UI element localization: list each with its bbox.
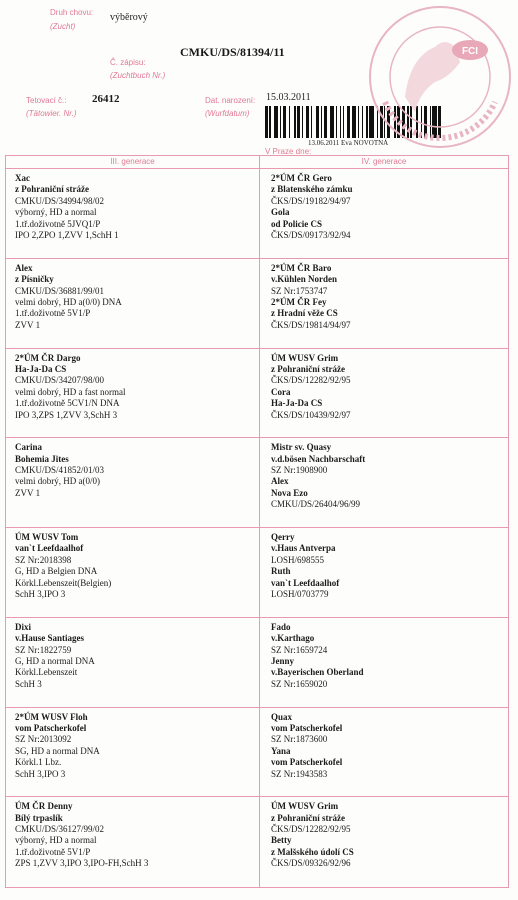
dog-name-line: od Policie CS bbox=[271, 218, 322, 229]
dog-name-line: v.Haus Antverpa bbox=[271, 543, 336, 554]
dog-info-line: SG, HD a normal DNA bbox=[15, 745, 100, 756]
dog-info-line: Körkl.Lebenszeit(Belgien) bbox=[15, 577, 112, 588]
dog-name-line: Qerry bbox=[271, 532, 295, 542]
dog-info-line: 1.tř.doživotně 5V1/P bbox=[15, 846, 91, 857]
dog-info-line: velmi dobrý, HD a(0/0) DNA bbox=[15, 296, 122, 307]
dog-info-line: SZ Nr:1873600 bbox=[271, 734, 328, 745]
dog-info-line: G, HD a normal DNA bbox=[15, 655, 95, 666]
gen4-cell bbox=[260, 708, 508, 797]
praze-label: V Praze dne: bbox=[265, 147, 312, 156]
dog-name-line: Cora bbox=[271, 386, 291, 397]
pedigree-row bbox=[6, 259, 508, 349]
dog-name-line: 2*ÚM ČR Dargo bbox=[15, 352, 81, 363]
dog-name-line: Jenny bbox=[271, 655, 295, 666]
dog-name-line: Carina bbox=[15, 442, 42, 453]
dog-name-line: Yana bbox=[271, 745, 291, 756]
tetovaci-label bbox=[26, 96, 77, 118]
dog-name-line: Alex bbox=[15, 262, 33, 273]
dog-name-line: z Pohraniční stráže bbox=[271, 812, 345, 823]
dog-name-line: 2*ÚM ČR Fey bbox=[271, 296, 327, 307]
dog-name-line: v.Hause Santiages bbox=[15, 633, 85, 644]
dog-name-line: Ha-Ja-Da CS bbox=[271, 398, 323, 409]
zapis-label bbox=[110, 58, 165, 80]
dog-info-line: SZ Nr:1908900 bbox=[271, 465, 328, 476]
dog-name-line: z Hradní věže CS bbox=[271, 308, 338, 319]
gen4-header: IV. generace bbox=[260, 156, 508, 169]
dog-info-line: ZPS 1,ZVV 3,IPO 3,IPO-FH,SchH 3 bbox=[15, 858, 149, 869]
druh-value: výběrový bbox=[110, 12, 148, 23]
narozeni-label-de: (Wurfdatum) bbox=[205, 109, 250, 118]
gen4-cell bbox=[260, 349, 508, 438]
dog-name-line: Bílý trpaslík bbox=[15, 812, 63, 823]
dog-info-line: ZVV 1 bbox=[15, 319, 41, 330]
dog-info-line: 1.tř.doživotně 5JVQ1/P bbox=[15, 218, 101, 229]
dog-name-line: z Blatenského zámku bbox=[271, 184, 353, 195]
dog-name-line: Gola bbox=[271, 207, 290, 218]
dog-name-line: vom Patscherkofel bbox=[271, 722, 343, 733]
dog-info-line: SZ Nr:2018398 bbox=[15, 554, 72, 565]
dog-name-line: Quax bbox=[271, 711, 293, 722]
pedigree-row bbox=[6, 618, 508, 708]
dog-info-line: CMKU/DS/34207/98/00 bbox=[15, 375, 105, 386]
dog-name-line: 2*ÚM WUSV Floh bbox=[15, 711, 88, 722]
dog-name-line: Xac bbox=[15, 173, 30, 183]
gen3-cell bbox=[6, 708, 259, 797]
dog-info-line: SZ Nr:1659724 bbox=[271, 644, 328, 655]
dog-info-line: ČKS/DS/10439/92/97 bbox=[271, 409, 351, 420]
tetovaci-label-de: (Tätowier. Nr.) bbox=[26, 109, 77, 118]
dog-info-line: ČKS/DS/09173/92/94 bbox=[271, 230, 351, 241]
dog-name-line: 2*ÚM ČR Baro bbox=[271, 262, 332, 273]
dog-info-line: velmi dobrý, HD a fast normal bbox=[15, 386, 126, 397]
zapis-label-cz: Č. zápisu: bbox=[110, 58, 146, 67]
dog-info-line: výborný, HD a normal bbox=[15, 835, 97, 846]
dog-name-line: Ruth bbox=[271, 566, 291, 577]
dog-name-line: z Pohraniční stráže bbox=[271, 363, 345, 374]
dog-name-line: z Malšského údolí CS bbox=[271, 846, 354, 857]
pedigree-row bbox=[6, 349, 508, 439]
tetovaci-label-cz: Tetovací č.: bbox=[26, 96, 67, 105]
dog-name-line: Dixi bbox=[15, 621, 32, 632]
dog-info-line: SchH 3 bbox=[15, 678, 42, 689]
gen3-cell bbox=[6, 349, 259, 438]
gen3-cell bbox=[6, 438, 259, 527]
dog-info-line: ČKS/DS/19814/94/97 bbox=[271, 319, 351, 330]
dog-info-line: SZ Nr:2013092 bbox=[15, 734, 72, 745]
dog-info-line: Körkl.Lebenszeit bbox=[15, 667, 78, 678]
dog-name-line: van`t Leefdaalhof bbox=[15, 543, 84, 554]
druh-label bbox=[50, 8, 93, 31]
dog-name-line: v.Kühlen Norden bbox=[271, 274, 338, 285]
tattoo-number: 26412 bbox=[92, 93, 120, 105]
dog-name-line: Fado bbox=[271, 621, 291, 632]
dog-name-line: ÚM WUSV Grim bbox=[271, 801, 339, 812]
dog-name-line: ÚM WUSV Tom bbox=[15, 532, 79, 542]
dog-name-line: ÚM ČR Denny bbox=[15, 801, 73, 812]
dog-name-line: v.Karthago bbox=[271, 633, 315, 644]
gen4-cell bbox=[260, 259, 508, 348]
fci-seal-icon bbox=[365, 2, 515, 152]
dog-info-line: ČKS/DS/09326/92/96 bbox=[271, 858, 351, 869]
narozeni-label bbox=[205, 96, 255, 118]
fci-seal-text: FCI bbox=[461, 46, 479, 57]
zapis-label-de: (Zuchtbuch Nr.) bbox=[110, 71, 166, 80]
dog-info-line: CMKU/DS/26404/96/99 bbox=[271, 499, 361, 510]
dog-info-line: SZ Nr:1822759 bbox=[15, 644, 72, 655]
dog-name-line: ÚM WUSV Grim bbox=[271, 352, 339, 363]
dog-info-line: CMKU/DS/34994/98/02 bbox=[15, 195, 105, 206]
pedigree-row bbox=[6, 708, 508, 798]
dog-info-line: 1.tř.doživotně 5CV1/N DNA bbox=[15, 398, 120, 409]
dog-name-line: Mistr sv. Quasy bbox=[271, 442, 332, 453]
dog-name-line: vom Patscherkofel bbox=[271, 757, 343, 768]
dog-name-line: v.d.bösen Nachbarschaft bbox=[271, 453, 366, 464]
dog-info-line: ČKS/DS/12282/92/95 bbox=[271, 824, 351, 835]
dog-info-line: SchH 3,IPO 3 bbox=[15, 589, 66, 600]
pedigree-row bbox=[6, 797, 508, 887]
dog-info-line: CMKU/DS/36881/99/01 bbox=[15, 285, 105, 296]
dog-info-line: výborný, HD a normal bbox=[15, 207, 97, 218]
narozeni-label-cz: Dat. narození: bbox=[205, 96, 256, 105]
dog-info-line: CMKU/DS/41852/01/03 bbox=[15, 465, 105, 476]
dog-info-line: ČKS/DS/12282/92/95 bbox=[271, 375, 351, 386]
dog-name-line: van`t Leefdaalhof bbox=[271, 577, 340, 588]
registration-number: CMKU/DS/81394/11 bbox=[180, 45, 285, 59]
gen4-cell bbox=[260, 169, 508, 258]
gen4-cell bbox=[260, 618, 508, 707]
dog-info-line: SZ Nr:1659020 bbox=[271, 678, 328, 689]
dog-info-line: CMKU/DS/36127/99/02 bbox=[15, 824, 105, 835]
gen3-cell bbox=[6, 259, 259, 348]
gen3-cell bbox=[6, 618, 259, 707]
dog-name-line: z Pohraniční stráže bbox=[15, 184, 89, 195]
dog-info-line: LOSH/698555 bbox=[271, 554, 325, 565]
dog-name-line: 2*ÚM ČR Gero bbox=[271, 173, 332, 183]
gen3-header: III. generace bbox=[6, 156, 259, 169]
dog-name-line: Nova Ezo bbox=[271, 487, 308, 498]
dog-info-line: 1.tř.doživotně 5V1/P bbox=[15, 308, 91, 319]
gen3-cell bbox=[6, 797, 259, 887]
druh-label-cz: Druh chovu: bbox=[50, 8, 94, 17]
dog-name-line: z Písničky bbox=[15, 274, 54, 285]
dog-name-line: Ha-Ja-Da CS bbox=[15, 363, 67, 374]
pedigree-table bbox=[5, 155, 509, 888]
pedigree-row bbox=[6, 528, 508, 618]
gen4-cell bbox=[260, 438, 508, 527]
dog-info-line: LOSH/0703779 bbox=[271, 589, 329, 600]
dog-info-line: G, HD a Belgien DNA bbox=[15, 566, 98, 577]
dog-name-line: Bohemia Jites bbox=[15, 453, 69, 464]
dog-name-line: v.Bayerischen Oberland bbox=[271, 667, 364, 678]
pedigree-row bbox=[6, 438, 508, 528]
birth-date: 15.03.2011 bbox=[266, 92, 311, 103]
dog-info-line: velmi dobrý, HD a(0/0) bbox=[15, 476, 100, 487]
gen4-cell bbox=[260, 797, 508, 887]
stamp-text: 13.06.2011 Eva NOVOTNÁ bbox=[308, 139, 389, 147]
dog-info-line: SchH 3,IPO 3 bbox=[15, 768, 66, 779]
gen3-cell bbox=[6, 528, 259, 617]
pedigree-row bbox=[6, 169, 508, 259]
dog-info-line: ZVV 1 bbox=[15, 487, 41, 498]
gen3-cell bbox=[6, 169, 259, 258]
dog-info-line: SZ Nr:1753747 bbox=[271, 285, 328, 296]
dog-info-line: Körkl.1 Lbz. bbox=[15, 757, 62, 768]
dog-name-line: Betty bbox=[271, 835, 292, 846]
dog-info-line: IPO 2,ZPO 1,ZVV 1,SchH 1 bbox=[15, 230, 119, 241]
dog-info-line: ČKS/DS/19182/94/97 bbox=[271, 195, 351, 206]
dog-name-line: Alex bbox=[271, 476, 289, 487]
dog-info-line: IPO 3,ZPS 1,ZVV 3,SchH 3 bbox=[15, 409, 118, 420]
druh-label-de: (Zucht) bbox=[50, 22, 76, 31]
dog-name-line: vom Patscherkofel bbox=[15, 722, 87, 733]
dog-info-line: SZ Nr:1943583 bbox=[271, 768, 328, 779]
gen4-cell bbox=[260, 528, 508, 617]
